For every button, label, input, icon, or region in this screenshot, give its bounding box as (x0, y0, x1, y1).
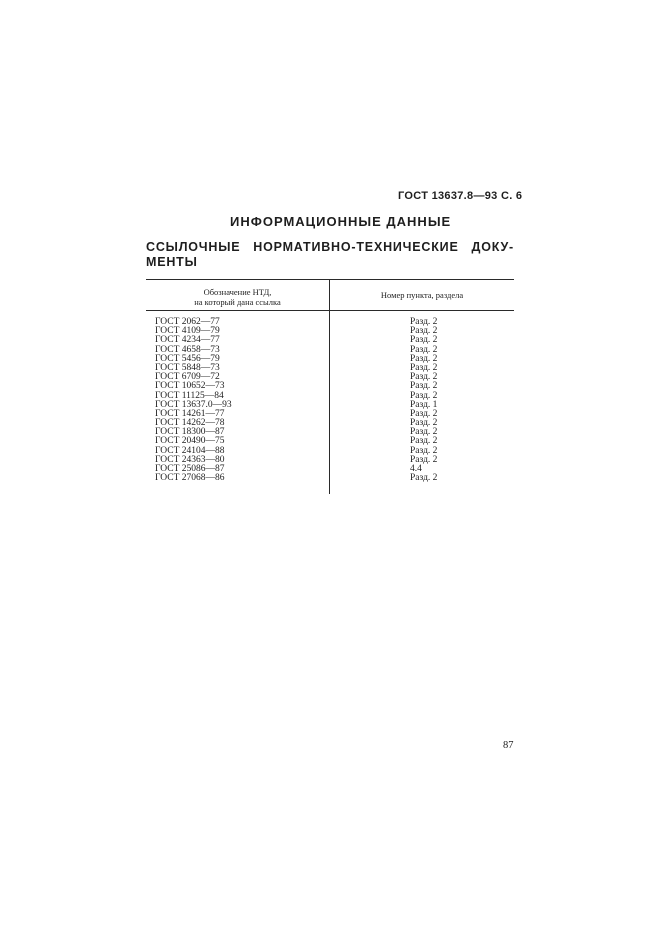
table-row (0, 401, 661, 410)
ntd-designation: ГОСТ 20490—75 (155, 436, 225, 447)
table-row (0, 428, 661, 437)
ntd-designation: ГОСТ 24104—88 (155, 445, 225, 456)
section-title-line2: МЕНТЫ (146, 255, 198, 269)
section-reference: Разд. 2 (410, 390, 438, 401)
ntd-designation: ГОСТ 4109—79 (155, 326, 220, 337)
section-title-word: НОРМАТИВНО-ТЕХНИЧЕСКИЕ (253, 240, 459, 254)
section-reference: Разд. 2 (410, 326, 438, 337)
table-row (0, 419, 661, 428)
section-reference: Разд. 2 (410, 436, 438, 447)
table-row (0, 355, 661, 364)
section-reference: Разд. 2 (410, 454, 438, 465)
table-body (0, 318, 661, 483)
section-reference: Разд. 2 (410, 335, 438, 346)
table-row (0, 392, 661, 401)
section-reference: Разд. 2 (410, 381, 438, 392)
section-reference: Разд. 2 (410, 344, 438, 355)
ntd-designation: ГОСТ 25086—87 (155, 464, 225, 474)
section-title-word: ССЫЛОЧНЫЕ (146, 240, 241, 254)
column-header-designation (146, 287, 329, 307)
section-reference: Разд. 2 (410, 372, 438, 383)
section-reference: Разд. 2 (410, 408, 438, 419)
table-row (0, 327, 661, 336)
page-number: 87 (503, 740, 514, 751)
running-header: ГОСТ 13637.8—93 С. 6 (398, 190, 523, 202)
table-top-rule (146, 279, 514, 280)
ntd-designation: ГОСТ 2062—77 (155, 317, 220, 327)
table-row (0, 437, 661, 446)
table-header-rule (146, 310, 514, 311)
ntd-designation: ГОСТ 6709—72 (155, 372, 220, 383)
ntd-designation: ГОСТ 10652—73 (155, 381, 225, 392)
column-header-line: Обозначение НТД, (203, 287, 272, 297)
table-row (0, 410, 661, 419)
table-row (0, 318, 661, 327)
ntd-designation: ГОСТ 14262—78 (155, 418, 225, 429)
table-row (0, 346, 661, 355)
table-row (0, 474, 661, 483)
ntd-designation: ГОСТ 14261—77 (155, 408, 225, 419)
ntd-designation: ГОСТ 5456—79 (155, 353, 220, 364)
column-header-line: на который дана ссылка (194, 297, 281, 307)
ntd-designation: ГОСТ 4234—77 (155, 335, 220, 346)
section-title-line1 (146, 240, 514, 255)
table-row (0, 447, 661, 456)
ntd-designation: ГОСТ 4658—73 (155, 344, 220, 355)
table-row (0, 373, 661, 382)
section-reference: Разд. 2 (410, 362, 438, 373)
ntd-designation: ГОСТ 11125—84 (155, 390, 224, 401)
column-header-section: Номер пункта, раздела (380, 290, 464, 300)
section-reference: 4.4 (410, 464, 422, 474)
table-row (0, 364, 661, 373)
section-reference: Разд. 2 (410, 418, 438, 429)
section-title (146, 240, 514, 270)
table-row (0, 456, 661, 465)
section-reference: Разд. 2 (410, 317, 438, 327)
section-reference: Разд. 2 (410, 473, 438, 484)
ntd-designation: ГОСТ 24363—80 (155, 454, 225, 465)
ntd-designation: ГОСТ 13637.0—93 (155, 399, 232, 410)
section-reference: Разд. 1 (410, 399, 438, 410)
table-row (0, 465, 661, 474)
table-row (0, 382, 661, 391)
table-row (0, 336, 661, 345)
main-title: ИНФОРМАЦИОННЫЕ ДАННЫЕ (230, 214, 452, 229)
section-title-word: ДОКУ- (471, 240, 514, 254)
ntd-designation: ГОСТ 27068—86 (155, 473, 225, 484)
section-reference: Разд. 2 (410, 445, 438, 456)
section-reference: Разд. 2 (410, 427, 438, 438)
ntd-designation: ГОСТ 5848—73 (155, 362, 220, 373)
ntd-designation: ГОСТ 18300—87 (155, 427, 225, 438)
section-reference: Разд. 2 (410, 353, 438, 364)
